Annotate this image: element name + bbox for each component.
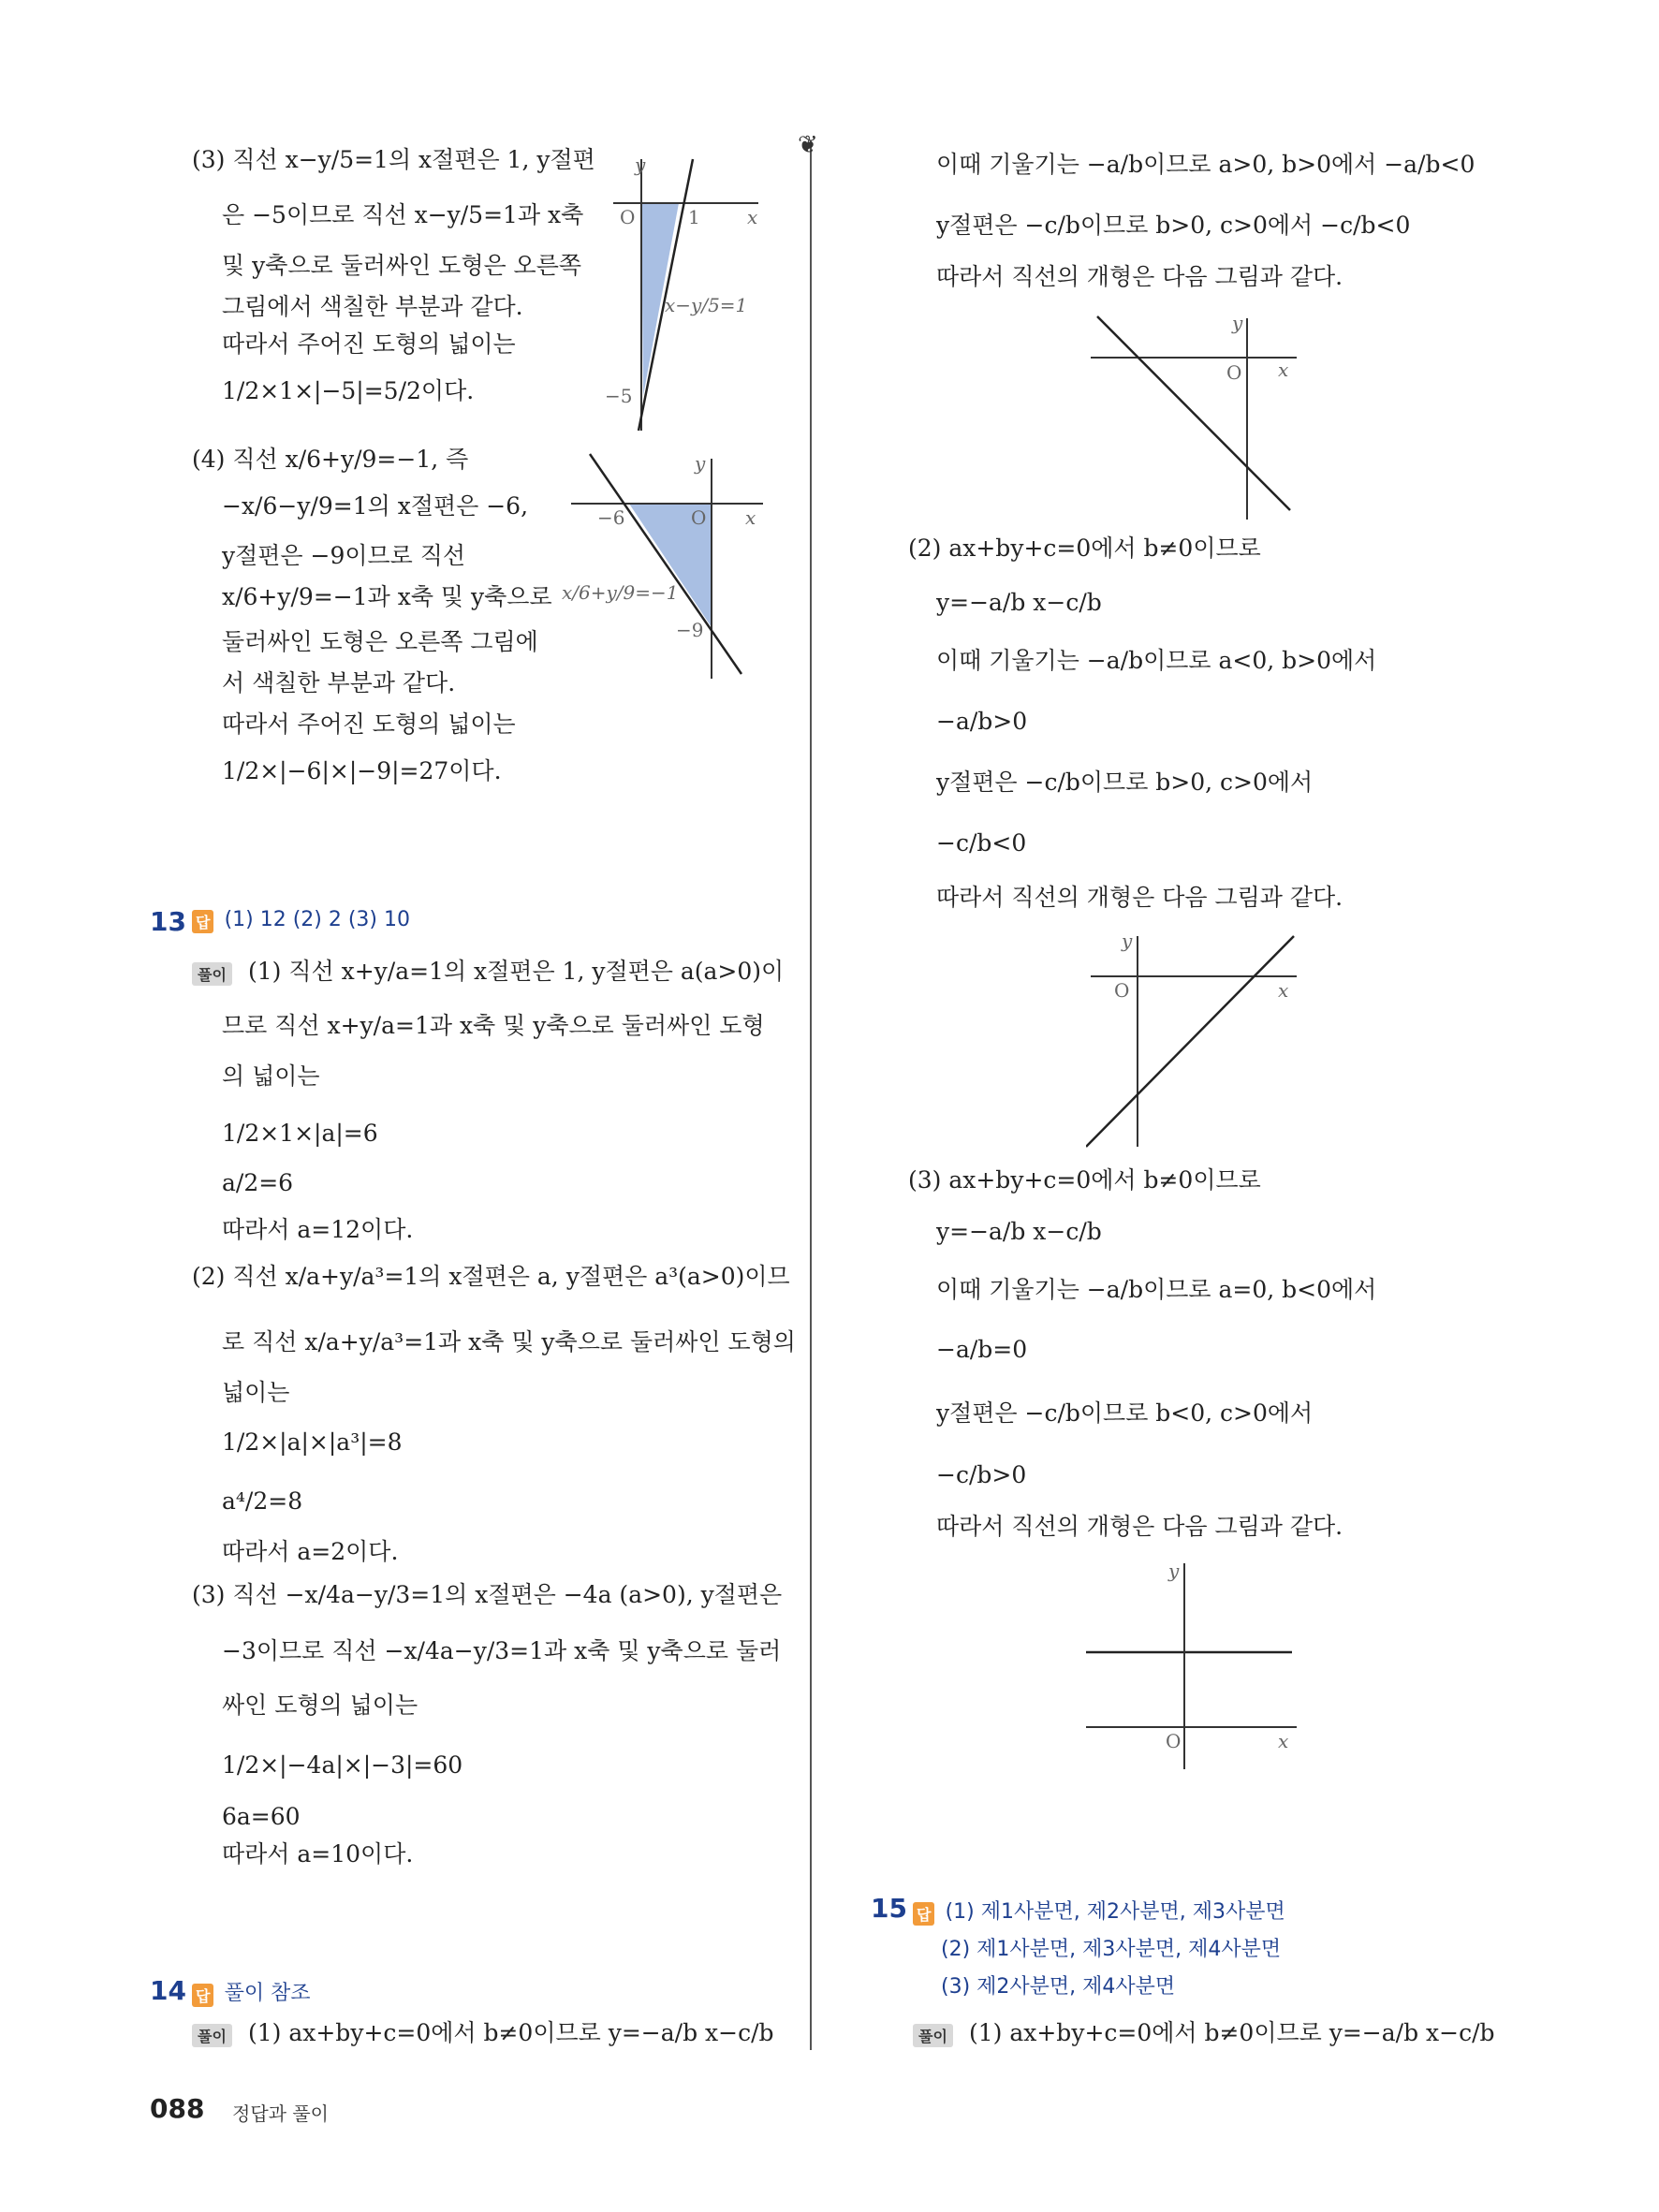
text-line: 1/2×|−4a|×|−3|=60 <box>222 1751 463 1779</box>
text-line: 따라서 주어진 도형의 넓이는 <box>222 330 516 358</box>
x-label: x <box>1278 359 1289 381</box>
y-label: y <box>1168 1560 1180 1582</box>
graph-line <box>1097 316 1290 510</box>
equation-label: x/6+y/9=−1 <box>562 581 679 604</box>
text-line: (3) 직선 x−y/5=1의 x절편은 1, y절편 <box>192 146 595 173</box>
text-line: 1/2×|a|×|a³|=8 <box>222 1428 403 1456</box>
graph-2 <box>562 449 768 683</box>
text-line: (2) 직선 x/a+y/a³=1의 x절편은 a, y절편은 a³(a>0)이므 <box>192 1263 790 1290</box>
text-line: y절편은 −c/b이므로 b>0, c>0에서 −c/b<0 <box>936 212 1411 239</box>
text-line: (3) 직선 −x/4a−y/3=1의 x절편은 −4a (a>0), y절편은 <box>192 1581 783 1608</box>
text-line: 1/2×1×|a|=6 <box>222 1120 378 1147</box>
text-line: 그림에서 색칠한 부분과 같다. <box>222 293 523 320</box>
x-intercept-label: −6 <box>597 506 625 529</box>
text-line: a⁴/2=8 <box>222 1487 303 1515</box>
y-label: y <box>1232 312 1243 334</box>
text-line: 싸인 도형의 넓이는 <box>222 1692 418 1719</box>
answer-badge: 답 <box>192 1984 213 2007</box>
origin-label: O <box>1166 1730 1182 1752</box>
origin-label: O <box>691 506 707 529</box>
answer-badge: 답 <box>192 910 213 933</box>
text-line: 따라서 a=10이다. <box>222 1840 414 1868</box>
text-line: (4) 직선 x/6+y/9=−1, 즉 <box>192 446 469 473</box>
text-line: 따라서 a=12이다. <box>222 1216 414 1243</box>
text-line: 넓이는 <box>222 1379 290 1406</box>
y-label: y <box>635 154 646 176</box>
answer-text: (1) 제1사분면, 제2사분면, 제3사분면 <box>945 1900 1285 1924</box>
text-line: 1/2×|−6|×|−9|=27이다. <box>222 757 502 784</box>
graph-line <box>1086 936 1294 1147</box>
text-line: y=−a/b x−c/b <box>936 1218 1102 1245</box>
text-line: −a/b>0 <box>936 708 1028 735</box>
x-label: x <box>745 506 756 529</box>
text-line: −x/6−y/9=1의 x절편은 −6, <box>222 492 529 520</box>
text-line: 6a=60 <box>222 1803 301 1830</box>
text-line: y=−a/b x−c/b <box>936 589 1102 616</box>
text-line: (1) ax+by+c=0에서 b≠0이므로 y=−a/b x−c/b <box>969 2019 1495 2046</box>
text-line: −a/b=0 <box>936 1336 1028 1363</box>
text-line: 1/2×1×|−5|=5/2이다. <box>222 377 475 404</box>
x-label: x <box>747 206 758 228</box>
solution-badge: 풀이 <box>913 2024 953 2047</box>
text-line: 은 −5이므로 직선 x−y/5=1과 x축 <box>222 201 584 228</box>
text-line: −3이므로 직선 −x/4a−y/3=1과 x축 및 y축으로 둘러 <box>222 1637 782 1664</box>
text-line: 이때 기울기는 −a/b이므로 a>0, b>0에서 −a/b<0 <box>936 151 1475 178</box>
question-number: 14 <box>150 1975 186 2006</box>
text-line: 따라서 직선의 개형은 다음 그림과 같다. <box>936 1513 1343 1540</box>
text-line: 따라서 직선의 개형은 다음 그림과 같다. <box>936 884 1343 911</box>
x-intercept-label: 1 <box>688 206 700 228</box>
page-number: 088 <box>150 2093 205 2124</box>
answer-text: (1) 12 (2) 2 (3) 10 <box>224 908 411 931</box>
graph-line <box>590 454 741 674</box>
y-label: y <box>1122 930 1133 952</box>
text-line: y절편은 −c/b이므로 b<0, c>0에서 <box>936 1399 1314 1427</box>
equation-label: x−y/5=1 <box>665 294 748 316</box>
text-line: 의 넓이는 <box>222 1062 320 1090</box>
origin-label: O <box>1226 361 1242 384</box>
text-line: 이때 기울기는 −a/b이므로 a=0, b<0에서 <box>936 1276 1377 1303</box>
ornament-icon: ❦ <box>798 131 818 159</box>
text-line: −c/b>0 <box>936 1461 1027 1488</box>
graph-5 <box>1086 1559 1301 1774</box>
x-label: x <box>1278 1730 1289 1752</box>
text-line: 따라서 직선의 개형은 다음 그림과 같다. <box>936 263 1343 290</box>
text-line: (2) ax+by+c=0에서 b≠0이므로 <box>908 535 1261 562</box>
text-line: (1) 직선 x+y/a=1의 x절편은 1, y절편은 a(a>0)이 <box>248 958 785 985</box>
footer-label: 정답과 풀이 <box>232 2102 329 2125</box>
text-line: 므로 직선 x+y/a=1과 x축 및 y축으로 둘러싸인 도형 <box>222 1012 765 1039</box>
question-number: 15 <box>871 1893 907 1924</box>
y-intercept-label: −9 <box>676 619 704 641</box>
text-line: 따라서 a=2이다. <box>222 1538 399 1565</box>
text-line: a/2=6 <box>222 1169 294 1196</box>
text-line: −c/b<0 <box>936 829 1027 857</box>
text-line: y절편은 −c/b이므로 b>0, c>0에서 <box>936 769 1314 796</box>
y-label: y <box>695 452 706 475</box>
solution-badge: 풀이 <box>192 2024 232 2047</box>
origin-label: O <box>620 206 636 228</box>
answer-text: (3) 제2사분면, 제4사분면 <box>941 1975 1176 1999</box>
x-label: x <box>1278 979 1289 1002</box>
answer-badge: 답 <box>913 1902 934 1926</box>
answer-text: (2) 제1사분면, 제3사분면, 제4사분면 <box>941 1938 1282 1961</box>
answer-text: 풀이 참조 <box>224 1982 311 2005</box>
solution-badge: 풀이 <box>192 962 232 986</box>
origin-label: O <box>1114 979 1130 1002</box>
text-line: 및 y축으로 둘러싸인 도형은 오른쪽 <box>222 252 582 279</box>
text-line: 로 직선 x/a+y/a³=1과 x축 및 y축으로 둘러싸인 도형의 <box>222 1328 796 1355</box>
graph-1 <box>599 145 768 435</box>
y-intercept-label: −5 <box>605 385 633 407</box>
column-divider <box>810 140 812 2050</box>
answer-row <box>192 908 410 933</box>
text-line: y절편은 −9이므로 직선 <box>222 542 466 569</box>
graph-3 <box>1086 309 1301 524</box>
text-line: (1) ax+by+c=0에서 b≠0이므로 y=−a/b x−c/b <box>248 2019 774 2046</box>
text-line: x/6+y/9=−1과 x축 및 y축으로 <box>222 583 552 610</box>
text-line: 둘러싸인 도형은 오른쪽 그림에 <box>222 628 538 655</box>
text-line: 이때 기울기는 −a/b이므로 a<0, b>0에서 <box>936 647 1377 674</box>
text-line: 서 색칠한 부분과 같다. <box>222 669 456 696</box>
answer-row <box>192 1977 311 2007</box>
answer-row <box>913 1896 1285 1926</box>
question-number: 13 <box>150 906 186 937</box>
text-line: (3) ax+by+c=0에서 b≠0이므로 <box>908 1166 1261 1194</box>
graph-4 <box>1086 927 1301 1151</box>
text-line: 따라서 주어진 도형의 넓이는 <box>222 710 516 738</box>
